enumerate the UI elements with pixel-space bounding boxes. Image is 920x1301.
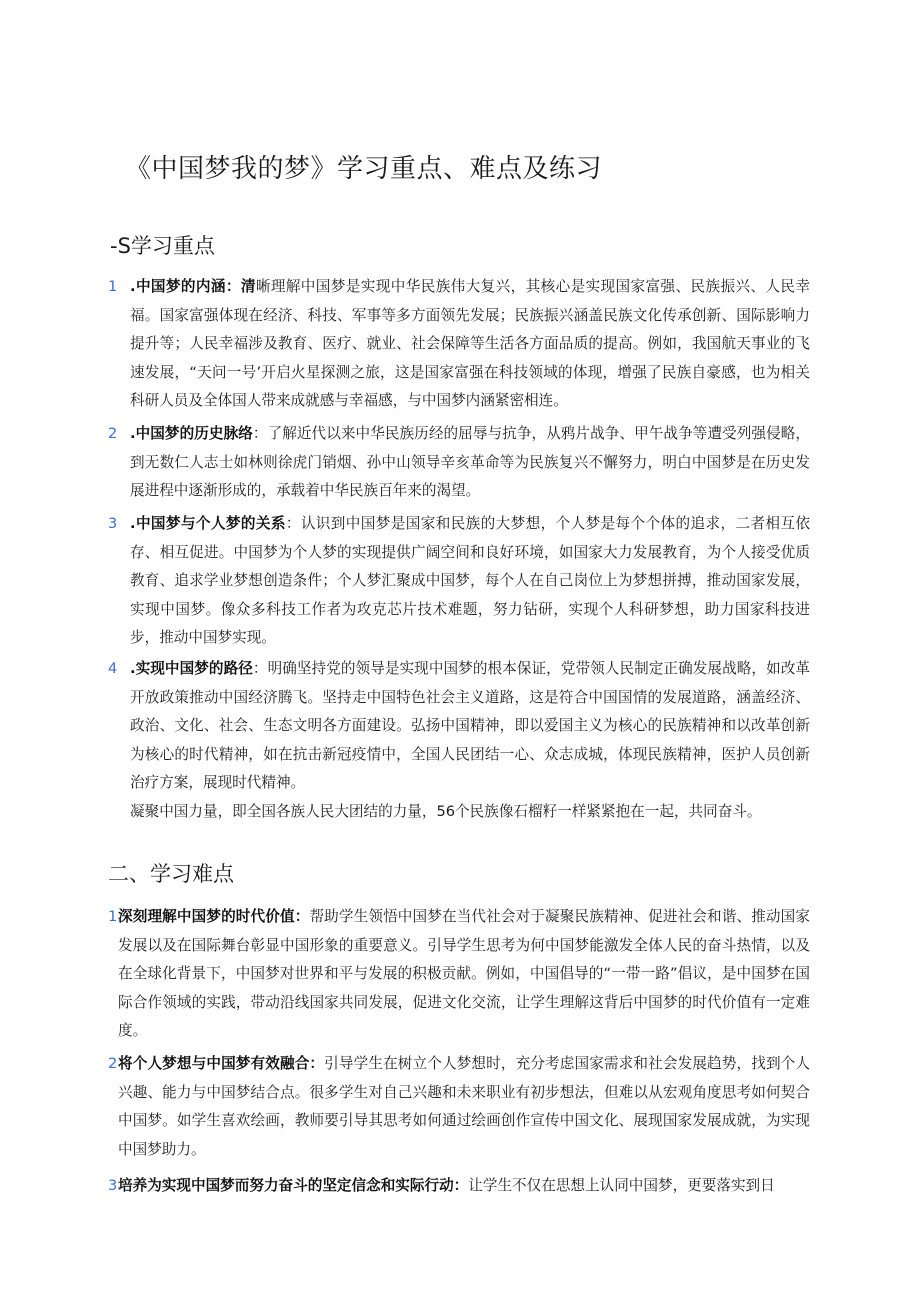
- page-title: 《中国梦我的梦》学习重点、难点及练习: [125, 154, 603, 184]
- list-number: 3.: [108, 1177, 122, 1194]
- list-item: [108, 903, 810, 1046]
- item-label: 培养为实现中国梦而努力奋斗的坚定信念和实际行动：: [118, 1177, 469, 1194]
- item-text: ：了解近代以来中华民族历经的屈辱与抗争，从鸦片战争、甲午战争等遭受列强侵略，到无数仁人志士如林则徐虎门销烟、孙中山领导辛亥革命等为民族复兴不懈努力，明白中国梦是在历史发展进程中逐渐形成的，承载着中华民族百年来的渴望。: [130, 425, 810, 499]
- item-label: .中国梦与个人梦的关系: [130, 515, 286, 532]
- section-heading-difficulties: 二、学习难点: [108, 862, 234, 886]
- item-text: ：明确坚持党的领导是实现中国梦的根本保证，党带领人民制定正确发展战略，如改革开放政策推动中国经济腾飞。坚持走中国特色社会主义道路，这是符合中国国情的发展道路，涵盖经济、政治、文化、社会、生态文明各方面建设。弘扬中国精神，即以爱国主义为核心的民族精神和以改革创新为核心的时代精神，如在抗击新冠疫情中，全国人民团结一心、众志成城，体现民族精神，医护人员创新治疗方案，展现时代精神。: [130, 660, 810, 791]
- list-number: 2: [108, 1055, 118, 1072]
- list-item: [108, 510, 811, 653]
- item-extra-paragraph: 凝聚中国力量，即全国各族人民大团结的力量，56个民族像石榴籽一样紧紧抱在一起，共同奋斗。: [130, 802, 762, 820]
- list-item: [108, 420, 810, 506]
- item-text: 晰理解中国梦是实现中华民族伟大复兴，其核心是实现国家富强、民族振兴、人民幸福。国家富强体现在经济、科技、军事等多方面领先发展；民族振兴涵盖民族文化传承创新、国际影响力提升等；人民幸福涉及教育、医疗、就业、社会保障等生活各方面品质的提高。例如，我国航天事业的飞速发展，“天问一号’开启火星探测之旅，这是国家富强在科技领域的体现，增强了民族自豪感，也为相关科研人员及全体国人带来成就感与幸福感，与中国梦内涵紧密相连。: [130, 278, 810, 409]
- item-text: 帮助学生领悟中国梦在当代社会对于凝聚民族精神、促进社会和谐、推动国家发展以及在国际舞台彰显中国形象的重要意义。引导学生思考为何中国梦能激发全体人民的奋斗热情，以及在全球化背景下，中国梦对世界和平与发展的积极贡献。例如，中国倡导的“一带一路”倡议，是中国梦在国际合作领域的实践，带动沿线国家共同发展，促进文化交流，让学生理解这背后中国梦的时代价值有一定难度。: [118, 908, 810, 1039]
- list-number: 1.: [108, 908, 122, 925]
- list-item: [108, 273, 810, 416]
- section-heading-key-points: -S学习重点: [110, 234, 215, 258]
- item-label: .中国梦的内涵：清: [130, 278, 256, 295]
- item-text: ：认识到中国梦是国家和民族的大梦想，个人梦是每个个体的追求，二者相互依存、相互促进。中国梦为个人梦的实现提供广阔空间和良好环境，如国家大力发展教育，为个人接受优质教育、追求学业梦想创造条件；个人梦汇聚成中国梦，每个人在自己岗位上为梦想拼搏，推动国家发展，实现中国梦。像众多科技工作者为攻克芯片技术难题，努力钻研，实现个人科研梦想，助力国家科技进步，推动中国梦实现。: [130, 515, 811, 646]
- item-label: .中国梦的历史脉络: [130, 425, 253, 442]
- list-number: 2: [108, 425, 118, 442]
- list-number: 3: [108, 515, 118, 532]
- list-number: 4: [108, 660, 118, 677]
- item-text: 引导学生在树立个人梦想时，充分考虑国家需求和社会发展趋势，找到个人兴趣、能力与中国梦结合点。很多学生对自己兴趣和未来职业有初步想法，但难以从宏观角度思考如何契合中国梦。如学生喜欢绘画，教师要引导其思考如何通过绘画创作宣传中国文化、展现国家发展成就，为实现中国梦助力。: [118, 1055, 810, 1158]
- list-item: [108, 655, 810, 826]
- item-label: .实现中国梦的路径: [130, 660, 253, 677]
- list-item: [108, 1050, 810, 1164]
- list-number: 1: [108, 278, 118, 295]
- item-label: 将个人梦想与中国梦有效融合：: [118, 1055, 325, 1072]
- item-text: 让学生不仅在思想上认同中国梦，更要落实到日: [468, 1177, 775, 1194]
- list-item: [108, 1172, 810, 1201]
- item-label: 深刻理解中国梦的时代价值：: [118, 908, 310, 925]
